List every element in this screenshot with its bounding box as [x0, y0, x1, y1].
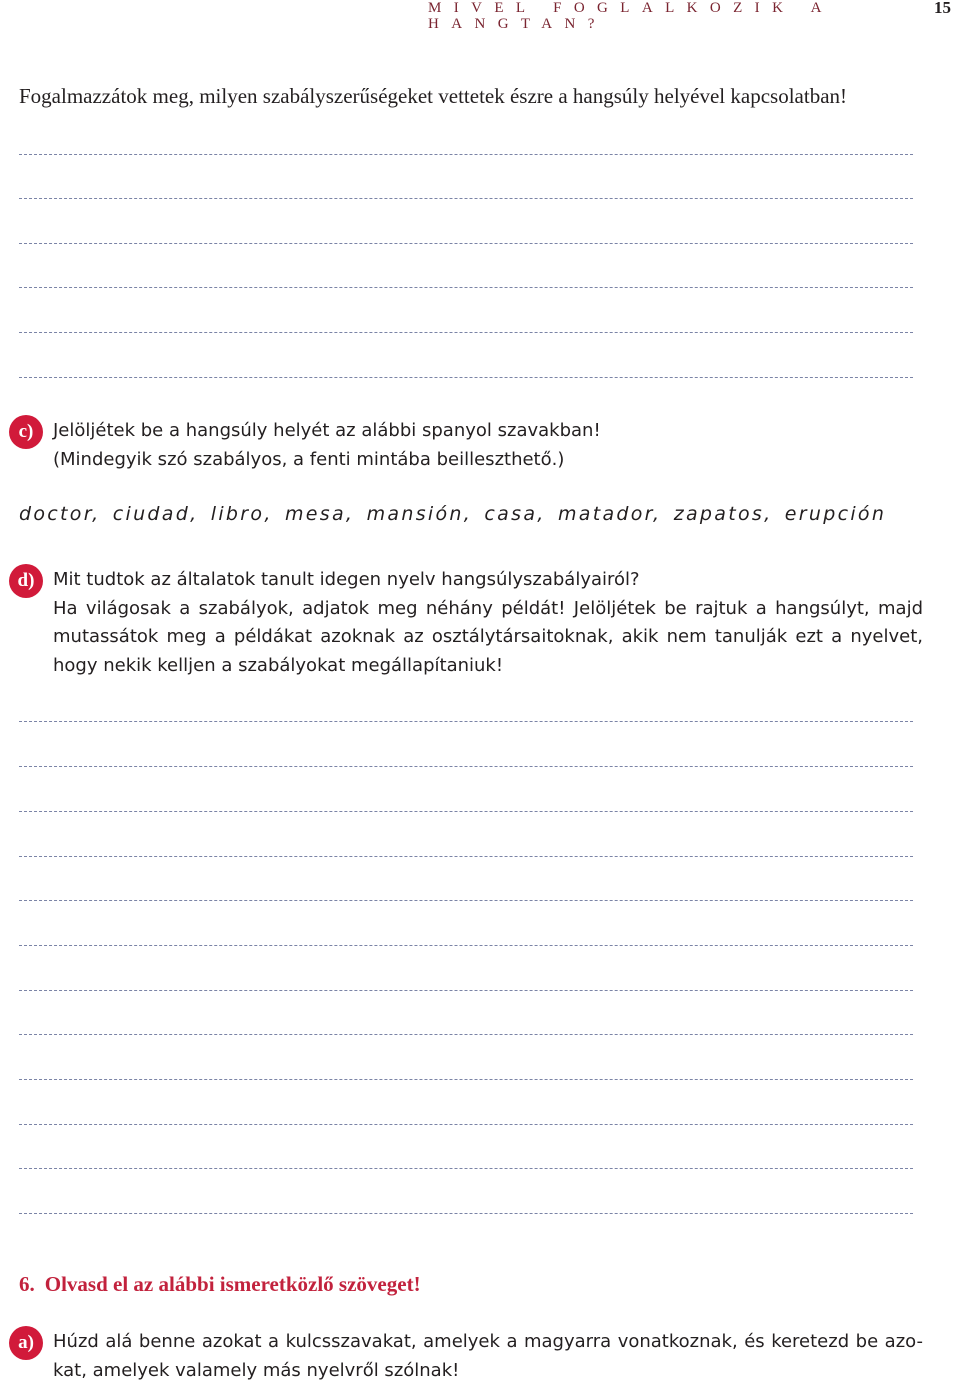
task-d-line: Mit tudtok az általatok tanult idegen nyelv hangsúlyszabályairól?	[53, 569, 640, 590]
task-label-a: a)	[9, 1326, 43, 1360]
answer-line[interactable]	[19, 287, 913, 288]
task-a-instructions	[53, 1328, 923, 1385]
answer-line[interactable]	[19, 766, 913, 767]
answer-line[interactable]	[19, 945, 913, 946]
spanish-word-list: doctor, ciudad, libro, mesa, mansión, casa, matador, zapatos, erupción	[19, 503, 887, 525]
running-header-title: MIVEL FOGLALKOZIK A HANGTAN?	[428, 0, 834, 32]
section-number: 6.	[19, 1272, 35, 1296]
task-d-instructions	[53, 566, 923, 680]
answer-line[interactable]	[19, 332, 913, 333]
task-c-line: (Mindegyik szó szabályos, a fenti mintába beilleszthető.)	[53, 448, 565, 470]
answer-line[interactable]	[19, 154, 913, 155]
task-c-instructions	[53, 417, 923, 474]
task-label-d: d)	[9, 564, 43, 598]
answer-line[interactable]	[19, 1079, 913, 1080]
answer-line[interactable]	[19, 811, 913, 812]
answer-line[interactable]	[19, 990, 913, 991]
answer-line[interactable]	[19, 900, 913, 901]
answer-line[interactable]	[19, 1168, 913, 1169]
task-a-line: kat, amelyek valamely más nyelvről szólnak!	[53, 1359, 460, 1381]
answer-line[interactable]	[19, 856, 913, 857]
prompt-text: Fogalmazzátok meg, milyen szabályszerűségeket vettetek észre a hangsúly helyével kapcsolatban!	[19, 84, 848, 108]
answer-line[interactable]	[19, 243, 913, 244]
section-title: Olvasd el az alábbi ismeretközlő szöveget!	[44, 1272, 421, 1296]
answer-line[interactable]	[19, 377, 913, 378]
answer-line[interactable]	[19, 1213, 913, 1214]
task-a-line: Húzd alá benne azokat a kulcsszavakat, amelyek a magyarra vonatkoznak, és keretezd be azo-	[53, 1331, 923, 1352]
task-d-line: hogy nekik kelljen a szabályokat megállapítaniuk!	[53, 654, 504, 676]
answer-line[interactable]	[19, 1034, 913, 1035]
section-heading	[19, 1271, 421, 1297]
answer-line[interactable]	[19, 1124, 913, 1125]
task-label-c: c)	[9, 415, 43, 449]
page-number: 15	[934, 0, 951, 17]
task-d-line: Ha világosak a szabályok, adjatok meg néhány példát! Jelöljétek be rajtuk a hangsúlyt, majd	[53, 597, 923, 619]
task-d-line: mutassátok meg a példákat azoknak az osztálytársaitoknak, akik nem tanulják ezt a nyelvet,	[53, 626, 923, 647]
answer-line[interactable]	[19, 198, 913, 199]
answer-line[interactable]	[19, 721, 913, 722]
task-c-line: Jelöljétek be a hangsúly helyét az alábbi spanyol szavakban!	[53, 420, 601, 441]
